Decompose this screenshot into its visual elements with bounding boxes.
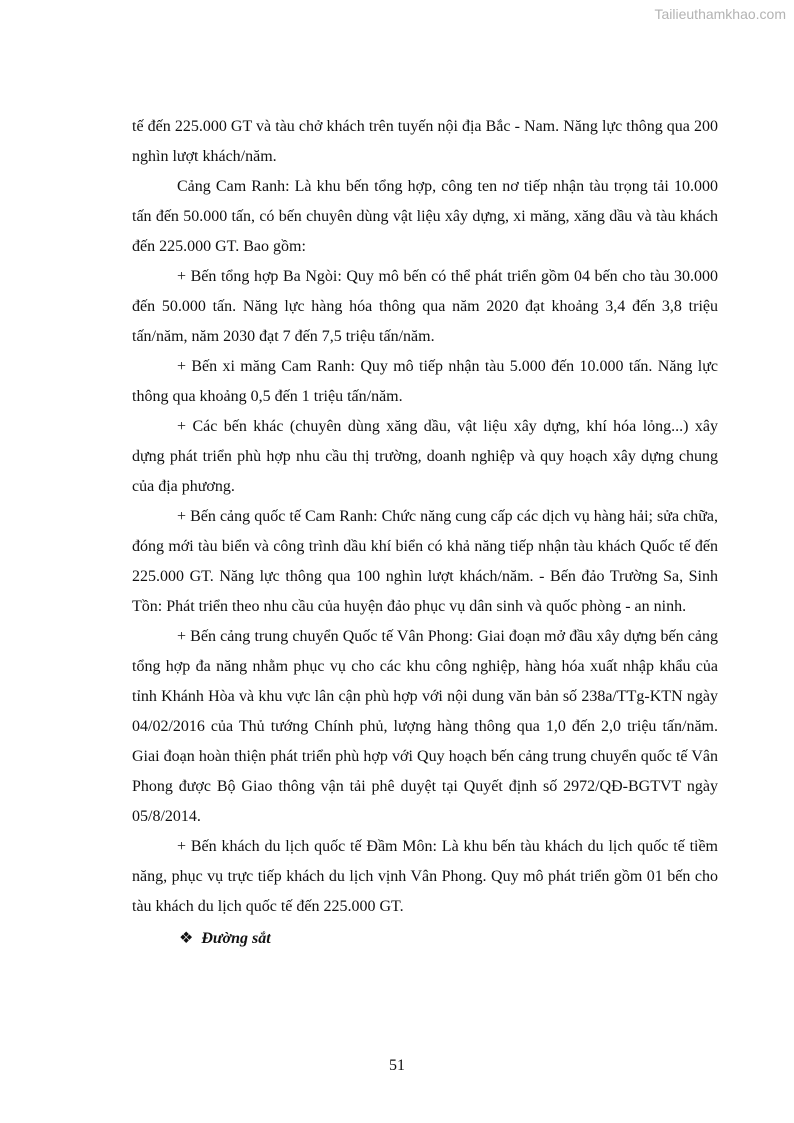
document-body (132, 112, 718, 954)
section-heading-railway (132, 924, 718, 954)
paragraph-international-port: + Bến cảng quốc tế Cam Ranh: Chức năng cung cấp các dịch vụ hàng hải; sửa chữa, đóng mới tàu biển và công trình dầu khí biển có khả năng tiếp nhận tàu khách Quốc tế đến 225.000 GT. Năng lực thông qua 100 nghìn lượt khách/năm. - Bến đảo Trường Sa, Sinh Tồn: Phát triển theo nhu cầu của huyện đảo phục vụ dân sinh và quốc phòng - an ninh. (132, 508, 718, 615)
paragraph-ba-ngoi-terminal: + Bến tổng hợp Ba Ngòi: Quy mô bến có thể phát triển gồm 04 bến cho tàu 30.000 đến 50.000 tấn. Năng lực hàng hóa thông qua năm 2020 đạt khoảng 3,4 đến 3,8 triệu tấn/năm, năm 2030 đạt 7 đến 7,5 triệu tấn/năm. (132, 268, 718, 345)
paragraph-cement-terminal: + Bến xi măng Cam Ranh: Quy mô tiếp nhận tàu 5.000 đến 10.000 tấn. Năng lực thông qua khoảng 0,5 đến 1 triệu tấn/năm. (132, 358, 718, 405)
watermark: Tailieuthamkhao.com (654, 6, 786, 22)
page-number: 51 (389, 1057, 405, 1074)
diamond-bullet-icon: ❖ (179, 930, 194, 947)
paragraph-cam-ranh-port: Cảng Cam Ranh: Là khu bến tổng hợp, công ten nơ tiếp nhận tàu trọng tải 10.000 tấn đến 50.000 tấn, có bến chuyên dùng vật liệu xây dựng, xi măng, xăng dầu và tàu khách đến 225.000 GT. Bao gồm: (132, 178, 718, 255)
paragraph-other-terminals: + Các bến khác (chuyên dùng xăng dầu, vật liệu xây dựng, khí hóa lỏng...) xây dựng phát triển phù hợp nhu cầu thị trường, doanh nghiệp và quy hoạch xây dựng chung của địa phương. (132, 418, 718, 495)
paragraph-van-phong-transshipment: + Bến cảng trung chuyển Quốc tế Vân Phong: Giai đoạn mở đầu xây dựng bến cảng tổng hợp đa năng nhằm phục vụ cho các khu công nghiệp, hàng hóa xuất nhập khẩu của tỉnh Khánh Hòa và khu vực lân cận phù hợp với nội dung văn bản số 238a/TTg-KTN ngày 04/02/2016 của Thủ tướng Chính phủ, lượng hàng thông qua 1,0 đến 2,0 triệu tấn/năm. Giai đoạn hoàn thiện phát triển phù hợp với Quy hoạch bến cảng trung chuyển quốc tế Vân Phong được Bộ Giao thông vận tải phê duyệt tại Quyết định số 2972/QĐ-BGTVT ngày 05/8/2014. (132, 628, 718, 825)
paragraph-dam-mon-terminal: + Bến khách du lịch quốc tế Đầm Môn: Là khu bến tàu khách du lịch quốc tế tiềm năng, phục vụ trực tiếp khách du lịch vịnh Vân Phong. Quy mô phát triển gồm 01 bến cho tàu khách du lịch quốc tế đến 225.000 GT. (132, 838, 718, 915)
section-heading-text: Đường sắt (201, 930, 271, 947)
paragraph-continuation: tế đến 225.000 GT và tàu chở khách trên tuyến nội địa Bắc - Nam. Năng lực thông qua 200 nghìn lượt khách/năm. (132, 118, 718, 165)
